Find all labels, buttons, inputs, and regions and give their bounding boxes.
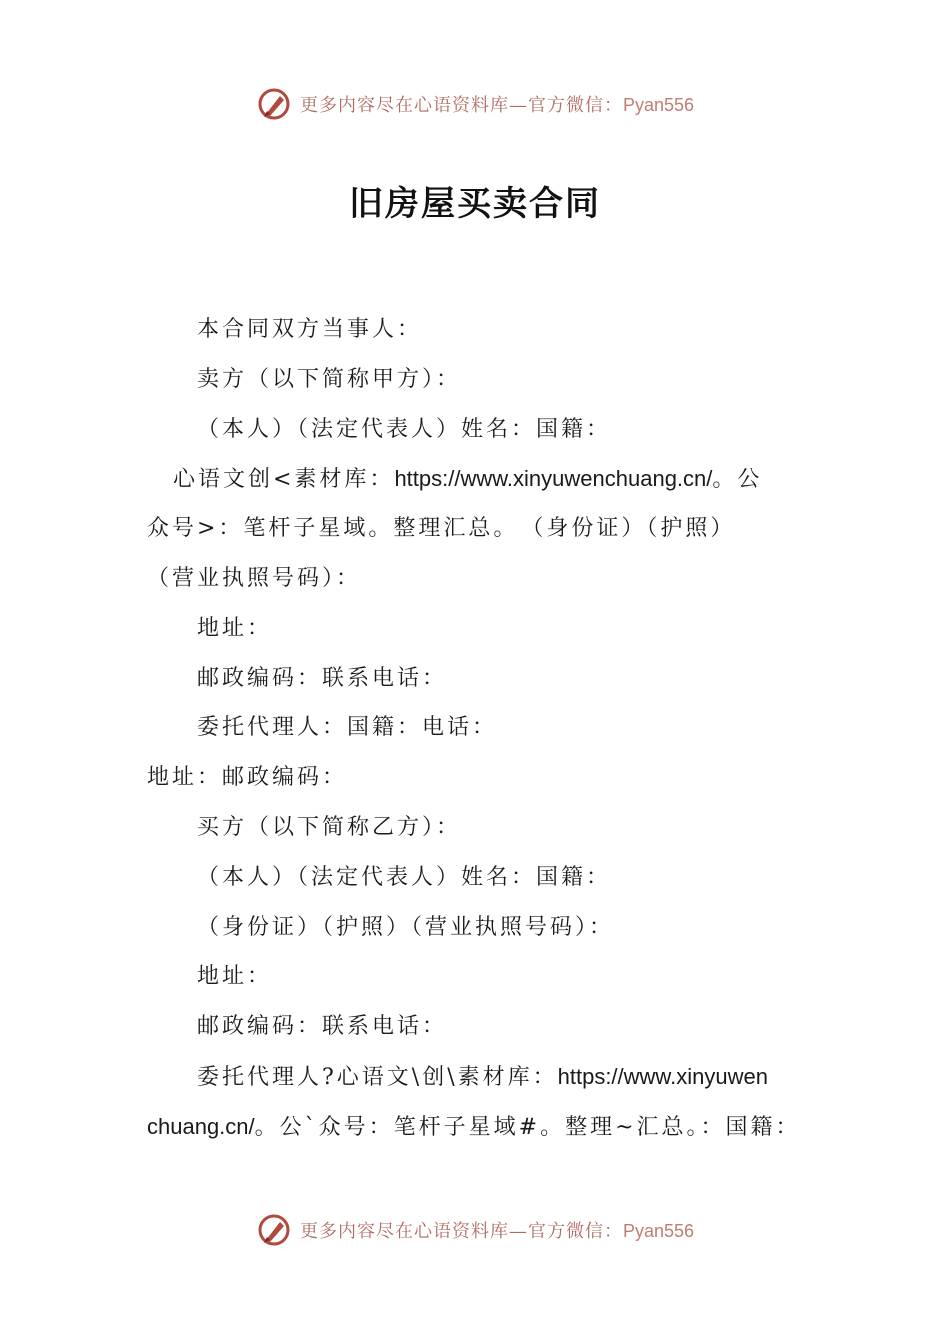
line-url: https://www.xinyuwen (557, 1063, 768, 1089)
footer-banner-label: 更多内容尽在心语资料库—官方微信： (299, 1221, 623, 1242)
header-banner-text (300, 91, 694, 117)
line-text: 地址： (197, 615, 273, 641)
line-text: 委托代理人：国籍：电话： (197, 715, 498, 741)
document-line (147, 504, 812, 554)
document-line (147, 405, 812, 455)
header-banner-label: 更多内容尽在心语资料库—官方微信： (299, 95, 623, 116)
line-text: 众号>：笔杆子星域。整理汇总。 （身份证）（护照） (147, 516, 736, 542)
header-banner (0, 82, 950, 126)
document-line (147, 305, 812, 355)
line-text: 。公 (712, 467, 763, 493)
document-line (147, 654, 812, 704)
line-text: （本人）（法定代表人）姓名：国籍： (197, 416, 612, 442)
document-line (147, 554, 812, 604)
footer-banner (0, 1208, 950, 1252)
document-line (147, 753, 812, 803)
document-line (147, 604, 812, 654)
line-text: 卖方（以下简称甲方）： (197, 366, 462, 392)
line-text: 地址： (197, 964, 273, 990)
document-line (147, 853, 812, 903)
document-line (147, 952, 812, 1002)
line-text: 买方（以下简称乙方）： (197, 814, 462, 840)
document-line (147, 1052, 812, 1102)
document-line (147, 1102, 812, 1152)
document-body (147, 305, 812, 1152)
line-text: 邮政编码：联系电话： (197, 665, 448, 691)
footer-banner-text (300, 1217, 694, 1243)
line-text: （身份证）（护照）（营业执照号码）： (197, 914, 615, 940)
line-text: 本合同双方当事人： (197, 317, 423, 342)
line-text: 地址：邮政编码： (147, 765, 348, 791)
pen-nib-circle-icon (256, 1212, 292, 1248)
line-text: 委托代理人?心语文\创\素材库： (197, 1064, 558, 1090)
line-text: （本人）（法定代表人）姓名：国籍： (197, 864, 612, 890)
document-title: 旧房屋买卖合同 (349, 184, 601, 224)
line-url: chuang.cn/ (147, 1113, 255, 1139)
document-line (147, 903, 812, 953)
footer-wechat-id: Pyan556 (622, 1221, 695, 1241)
line-text: 。公`众号：笔杆子星域#。整理~汇总。：国籍： (254, 1114, 801, 1140)
document-line (147, 454, 812, 504)
line-text: （营业执照号码）： (147, 565, 362, 591)
document-line (147, 355, 812, 405)
line-text: 邮政编码：联系电话： (197, 1014, 448, 1040)
document-line (147, 1002, 812, 1052)
header-wechat-id: Pyan556 (622, 95, 695, 115)
document-line (147, 803, 812, 853)
line-url: https://www.xinyuwenchuang.cn/ (394, 466, 713, 492)
document-line (147, 703, 812, 753)
pen-nib-circle-icon (256, 86, 292, 122)
line-text: 心语文创<素材库： (173, 467, 395, 493)
